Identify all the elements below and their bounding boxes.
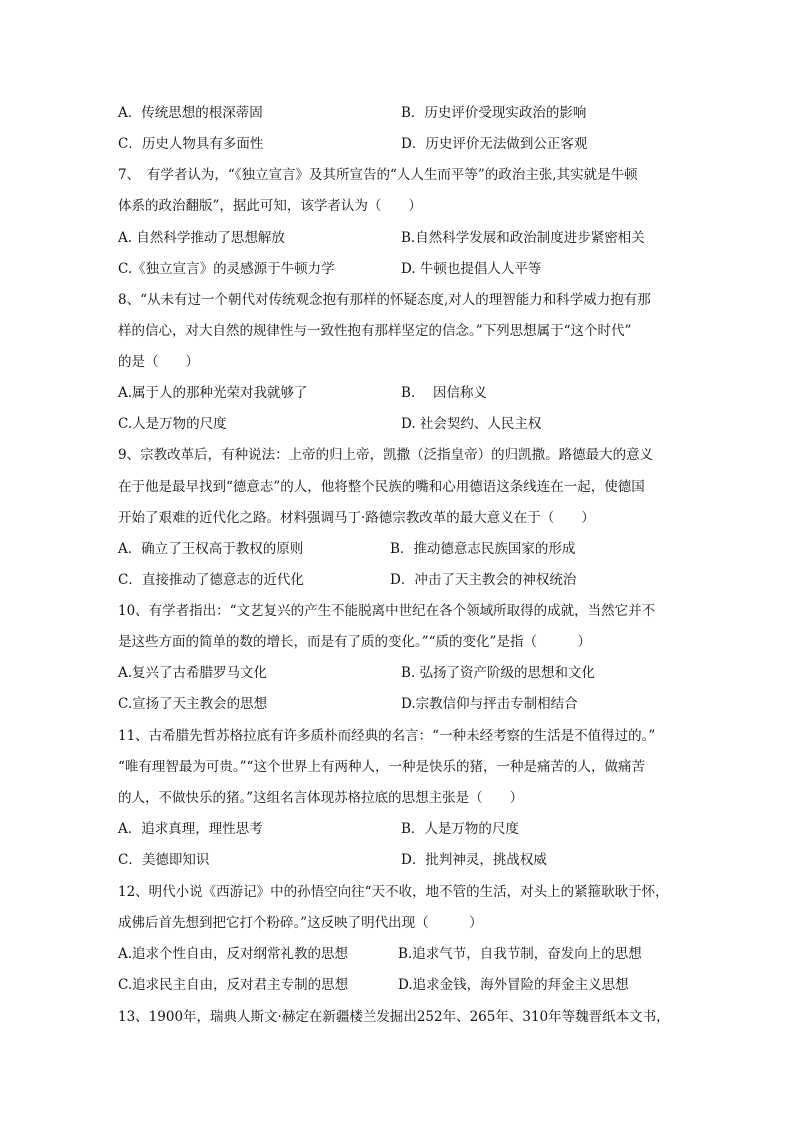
q9-options-row-1: [118, 539, 678, 559]
q10-option-a[interactable]: A.复兴了古希腊罗马文化: [118, 665, 268, 681]
q7-stem-line-1: 7、 有学者认为，“《独立宣言》及其所宣告的“人人生而平等”的政治主张,其实就是牛顿: [118, 167, 638, 183]
q10-option-b[interactable]: B. 弘扬了资产阶级的思想和文化: [401, 665, 596, 681]
q11-option-b[interactable]: B．人是万物的尺度: [401, 821, 519, 837]
q6-options-row-2: [118, 134, 678, 154]
q8-stem-line-2: 样的信心，对大自然的规律性与一致性抱有那样坚定的信念。”下列思想属于“这个时代”: [118, 323, 632, 339]
q8-options-row-1: [118, 383, 678, 403]
q7-option-d[interactable]: D. 牛顿也提倡人人平等: [401, 261, 542, 277]
q10-options-row-2: [118, 694, 678, 714]
q9-option-b[interactable]: B．推动德意志民族国家的形成: [390, 541, 576, 557]
q12-option-c[interactable]: C.追求民主自由，反对君主专制的思想: [118, 977, 349, 993]
q11-stem-line-2: “唯有理智最为可贵。”“这个世界上有两种人，一种是快乐的猪，一种是痛苦的人，做痛苦: [118, 759, 645, 775]
q7-options-row-2: [118, 259, 678, 279]
q9-stem-line-1: 9、宗教改革后，有种说法：上帝的归上帝，凯撒（泛指皇帝）的归凯撒。路德最大的意义: [118, 447, 654, 463]
q12-options-row-2: [118, 975, 678, 995]
q11-options-row-2: [118, 850, 678, 870]
q8-option-c[interactable]: C.人是万物的尺度: [118, 416, 227, 432]
q11-stem-line-1: 11、古希腊先哲苏格拉底有许多质朴而经典的名言：“一种未经考察的生活是不值得过的。”: [118, 728, 656, 744]
q9-option-d[interactable]: D．冲击了天主教会的神权统治: [390, 572, 577, 588]
q6-option-d[interactable]: D．历史评价无法做到公正客观: [401, 136, 588, 152]
q8-option-d[interactable]: D. 社会契约、人民主权: [401, 416, 542, 432]
q9-options-row-2: [118, 570, 678, 590]
q12-option-a[interactable]: A.追求个性自由，反对纲常礼教的思想: [118, 946, 349, 962]
q6-option-c[interactable]: C．历史人物具有多面性: [118, 136, 264, 152]
q10-options-row-1: [118, 663, 678, 683]
q10-stem-line-1: 10、有学者指出：“文艺复兴的产生不能脱离中世纪在各个领域所取得的成就，当然它并不: [118, 603, 656, 619]
q7-stem-line-2: 体系的政治翻版”，据此可知，该学者认为（ ）: [118, 198, 422, 214]
q13-stem-line-1: 13、1900年，瑞典人斯文·赫定在新疆楼兰发掘出252年、265年、310年等魏晋纸本文书，: [118, 1009, 670, 1025]
q12-options-row-1: [118, 944, 678, 964]
q10-stem-line-2: 是这些方面的简单的数的增长，而是有了质的变化。”“质的变化”是指（ ）: [118, 634, 591, 650]
q12-stem-line-1: 12、明代小说《西游记》中的孙悟空向往“天不收，地不管的生活，对头上的紧箍耿耿于怀，: [118, 884, 669, 900]
q12-option-b[interactable]: B.追求气节，自我节制，奋发向上的思想: [398, 946, 642, 962]
q8-stem-line-3: 的是（ ）: [118, 354, 199, 370]
q9-option-c[interactable]: C．直接推动了德意志的近代化: [118, 572, 304, 588]
q12-option-d[interactable]: D.追求金钱，海外冒险的拜金主义思想: [398, 977, 629, 993]
q11-option-c[interactable]: C．美德即知识: [118, 852, 210, 868]
q7-option-a[interactable]: A. 自然科学推动了思想解放: [118, 230, 285, 246]
q6-options-row-1: [118, 103, 678, 123]
q11-stem-line-3: 的人，不做快乐的猪。”这组名言体现苏格拉底的思想主张是（ ）: [118, 790, 524, 806]
q7-options-row-1: [118, 228, 678, 248]
q7-option-b[interactable]: B.自然科学发展和政治制度进步紧密相关: [401, 230, 645, 246]
q9-stem-line-3: 开始了艰难的近代化之路。材料强调马丁·路德宗教改革的最大意义在于（ ）: [118, 510, 595, 526]
q9-stem-line-2: 在于他是最早找到“德意志”的人，他将整个民族的嘴和心用德语这条线连在一起，使德国: [118, 479, 645, 495]
q8-stem-line-1: 8、“从未有过一个朝代对传统观念抱有那样的怀疑态度,对人的理智能力和科学威力抱有那: [118, 292, 651, 308]
q11-option-a[interactable]: A．追求真理，理性思考: [118, 821, 263, 837]
q6-option-a[interactable]: A．传统思想的根深蒂固: [118, 105, 263, 121]
q11-option-d[interactable]: D．批判神灵，挑战权威: [401, 852, 547, 868]
q9-option-a[interactable]: A．确立了王权高于教权的原则: [118, 541, 304, 557]
q6-option-b[interactable]: B．历史评价受现实政治的影响: [401, 105, 587, 121]
q8-options-row-2: [118, 414, 678, 434]
q11-options-row-1: [118, 819, 678, 839]
q10-option-d[interactable]: D.宗教信仰与抨击专制相结合: [401, 696, 578, 712]
q8-option-b[interactable]: B. 因信称义: [401, 385, 488, 401]
q12-stem-line-2: 成佛后首先想到把它打个粉碎。”这反映了明代出现（ ）: [118, 915, 483, 931]
q8-option-a[interactable]: A.属于人的那种光荣对我就够了: [118, 385, 308, 401]
q10-option-c[interactable]: C.宣扬了天主教会的思想: [118, 696, 268, 712]
q7-option-c[interactable]: C.《独立宣言》的灵感源于牛顿力学: [118, 261, 335, 277]
